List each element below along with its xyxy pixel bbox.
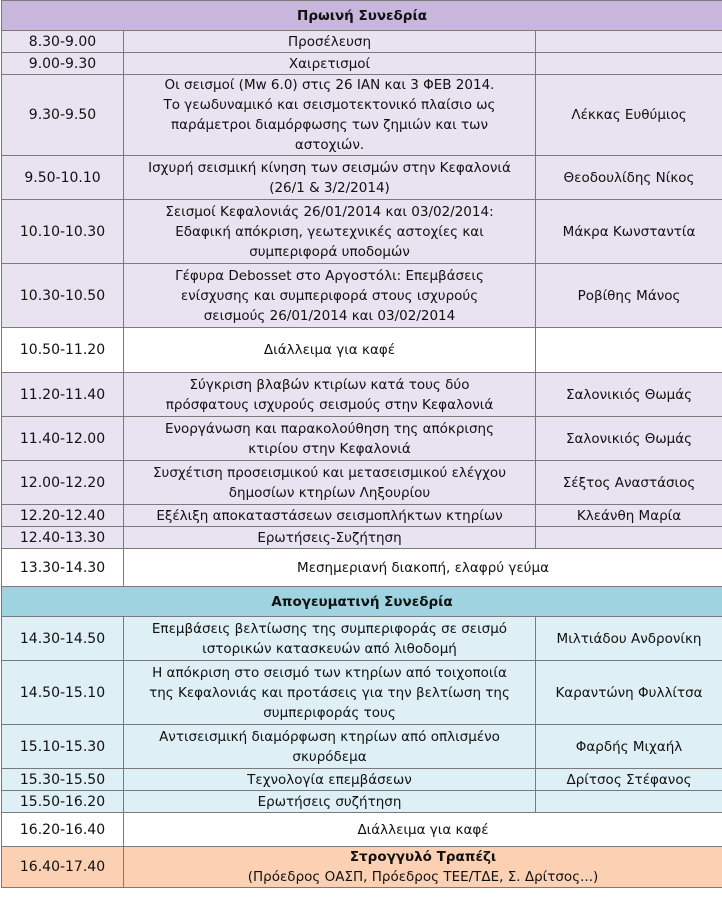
time-slot: 9.50-10.10 <box>2 156 124 200</box>
talk-title-line: Προσέλευση <box>287 33 372 50</box>
talk-title-line: Γέφυρα Debosset στο Αργοστόλι: Επεμβάσεις <box>175 267 484 284</box>
time-slot: 13.30-14.30 <box>2 549 124 587</box>
talk-title <box>124 156 536 200</box>
time-slot: 8.30-9.00 <box>2 31 124 53</box>
schedule-row <box>2 156 722 200</box>
time-slot: 16.20-16.40 <box>2 813 124 847</box>
speaker-name <box>536 31 722 53</box>
schedule-row <box>2 373 722 417</box>
talk-title <box>124 461 536 505</box>
time-slot: 15.30-15.50 <box>2 769 124 791</box>
talk-title-line: Εξέλιξη αποκαταστάσεων σεισμοπλήκτων κτηρίων <box>156 507 503 524</box>
talk-title <box>124 75 536 156</box>
talk-title <box>124 264 536 328</box>
time-slot: 15.10-15.30 <box>2 725 124 769</box>
schedule-row <box>2 53 722 75</box>
time-slot: 11.20-11.40 <box>2 373 124 417</box>
talk-title-line: αστοχιών. <box>294 137 365 153</box>
speaker-name <box>536 53 722 75</box>
time-slot: 10.10-10.30 <box>2 200 124 264</box>
schedule-row <box>2 31 722 53</box>
talk-title <box>124 617 536 661</box>
speaker-name: Μιλτιάδου Ανδρονίκη <box>536 617 722 661</box>
talk-title <box>124 417 536 461</box>
time-slot: 14.30-14.50 <box>2 617 124 661</box>
speaker-name: Δρίτσος Στέφανος <box>536 769 722 791</box>
talk-title-line: σεισμούς 26/01/2014 και 03/02/2014 <box>203 307 456 324</box>
talk-title-line: πρόσφατους ισχυρούς σεισμούς στην Κεφαλονιά <box>165 396 494 413</box>
talk-title <box>124 791 536 813</box>
speaker-name: Σαλονικιός Θωμάς <box>536 373 722 417</box>
lunch-break-row <box>2 549 722 587</box>
speaker-name: Φαρδής Μιχαήλ <box>536 725 722 769</box>
talk-title-line: Ενοργάνωση και παρακολούθηση της απόκρισης <box>164 420 495 437</box>
speaker-name: Καραντώνη Φυλλίτσα <box>536 661 722 725</box>
round-table-cell <box>124 847 722 888</box>
morning-session-header: Πρωινή Συνεδρία <box>2 1 722 31</box>
morning-session-header-row <box>2 1 722 31</box>
speaker-name: Θεοδουλίδης Νίκος <box>536 156 722 200</box>
talk-title-line: Σεισμοί Κεφαλονιάς 26/01/2014 και 03/02/2014: <box>165 203 494 220</box>
speaker-name: Μάκρα Κωνσταντία <box>536 200 722 264</box>
talk-title-line: Η απόκριση στο σεισμό των κτηρίων από τοιχοποιία <box>152 664 507 681</box>
lunch-break: Μεσημεριανή διακοπή, ελαφρύ γεύμα <box>124 549 722 587</box>
talk-title-line: Διάλλειμα για καφέ <box>263 342 396 358</box>
speaker-name: Λέκκας Ευθύμιος <box>536 75 722 156</box>
talk-title-line: Επεμβάσεις βελτίωσης της συμπεριφοράς σε σεισμό <box>151 620 508 637</box>
schedule-row <box>2 661 722 725</box>
time-slot: 10.50-11.20 <box>2 328 124 373</box>
talk-title <box>124 31 536 53</box>
talk-title <box>124 661 536 725</box>
talk-title-line: (26/1 & 3/2/2014) <box>269 179 390 196</box>
time-slot: 11.40-12.00 <box>2 417 124 461</box>
coffee-break: Διάλλειμα για καφέ <box>124 813 722 847</box>
speaker-name <box>536 527 722 549</box>
afternoon-session-header: Απογευματινή Συνεδρία <box>2 587 722 617</box>
talk-title-line: Ερωτήσεις-Συζήτηση <box>257 529 402 546</box>
time-slot: 12.20-12.40 <box>2 505 124 527</box>
speaker-name: Ροβίθης Μάνος <box>536 264 722 328</box>
talk-title-line: Το γεωδυναμικό και σεισμοτεκτονικό πλαίσιο ως <box>163 97 496 113</box>
speaker-name: Κλεάνθη Μαρία <box>536 505 722 527</box>
talk-title-line: Σύγκριση βλαβών κτιρίων κατά τους δύο <box>189 376 470 393</box>
schedule-body <box>2 1 722 888</box>
talk-title-line: Εδαφική απόκριση, γεωτεχνικές αστοχίες και <box>175 223 484 240</box>
talk-title-line: Τεχνολογία επεμβάσεων <box>247 771 412 788</box>
time-slot: 16.40-17.40 <box>2 847 124 888</box>
schedule-row <box>2 417 722 461</box>
time-slot: 14.50-15.10 <box>2 661 124 725</box>
speaker-name <box>536 328 722 373</box>
talk-title <box>124 328 536 373</box>
schedule-row <box>2 328 722 373</box>
schedule-row <box>2 527 722 549</box>
time-slot: 10.30-10.50 <box>2 264 124 328</box>
talk-title-line: Οι σεισμοί (Mw 6.0) στις 26 ΙΑΝ και 3 ΦΕΒ 2014. <box>164 77 495 93</box>
talk-title-line: Χαιρετισμοί <box>288 55 371 72</box>
schedule-row <box>2 75 722 156</box>
talk-title <box>124 505 536 527</box>
talk-title-line: ενίσχυσης και συμπεριφορά στους ισχυρούς <box>180 287 479 304</box>
conference-schedule-table <box>1 0 722 888</box>
schedule-row <box>2 200 722 264</box>
speaker-name: Σαλονικιός Θωμάς <box>536 417 722 461</box>
time-slot: 9.30-9.50 <box>2 75 124 156</box>
schedule-row <box>2 617 722 661</box>
talk-title-line: σκυρόδεμα <box>292 748 367 765</box>
talk-title-line: Αντισεισμική διαμόρφωση κτηρίων από οπλισμένο <box>159 728 500 745</box>
talk-title <box>124 373 536 417</box>
talk-title-line: Ισχυρή σεισμική κίνηση των σεισμών στην Κεφαλονιά <box>148 159 511 176</box>
round-table-row <box>2 847 722 888</box>
talk-title <box>124 53 536 75</box>
talk-title-line: συμπεριφορά υποδομών <box>249 243 410 260</box>
time-slot: 12.40-13.30 <box>2 527 124 549</box>
schedule-row <box>2 264 722 328</box>
schedule-row <box>2 769 722 791</box>
coffee-break-row <box>2 813 722 847</box>
talk-title-line: της Κεφαλονιάς και προτάσεις για την βελτίωση της <box>149 684 510 701</box>
talk-title-line: Συσχέτιση προσεισμικού και μετασεισμικού ελέγχου <box>152 464 507 481</box>
round-table-title: Στρογγυλό Τραπέζι <box>349 849 497 865</box>
speaker-name <box>536 791 722 813</box>
talk-title-line: ιστορικών κατασκευών από λιθοδομή <box>202 640 457 657</box>
talk-title-line: Ερωτήσεις συζήτηση <box>257 793 402 810</box>
talk-title-line: συμπεριφοράς τους <box>263 704 396 721</box>
schedule-row <box>2 461 722 505</box>
time-slot: 12.00-12.20 <box>2 461 124 505</box>
talk-title-line: παράμετροι διαμόρφωσης των ζημιών και των <box>170 117 489 133</box>
time-slot: 15.50-16.20 <box>2 791 124 813</box>
speaker-name: Σέξτος Αναστάσιος <box>536 461 722 505</box>
round-table-participants: (Πρόεδρος ΟΑΣΠ, Πρόεδρος ΤΕΕ/ΤΔΕ, Σ. Δρίτσος...) <box>247 869 599 885</box>
schedule-row <box>2 791 722 813</box>
talk-title <box>124 200 536 264</box>
afternoon-session-header-row <box>2 587 722 617</box>
talk-title <box>124 769 536 791</box>
schedule-row <box>2 505 722 527</box>
talk-title-line: δημοσίων κτηρίων Ληξουρίου <box>228 484 431 501</box>
talk-title-line: κτιρίου στην Κεφαλονιά <box>248 440 411 457</box>
talk-title <box>124 527 536 549</box>
time-slot: 9.00-9.30 <box>2 53 124 75</box>
talk-title <box>124 725 536 769</box>
schedule-row <box>2 725 722 769</box>
